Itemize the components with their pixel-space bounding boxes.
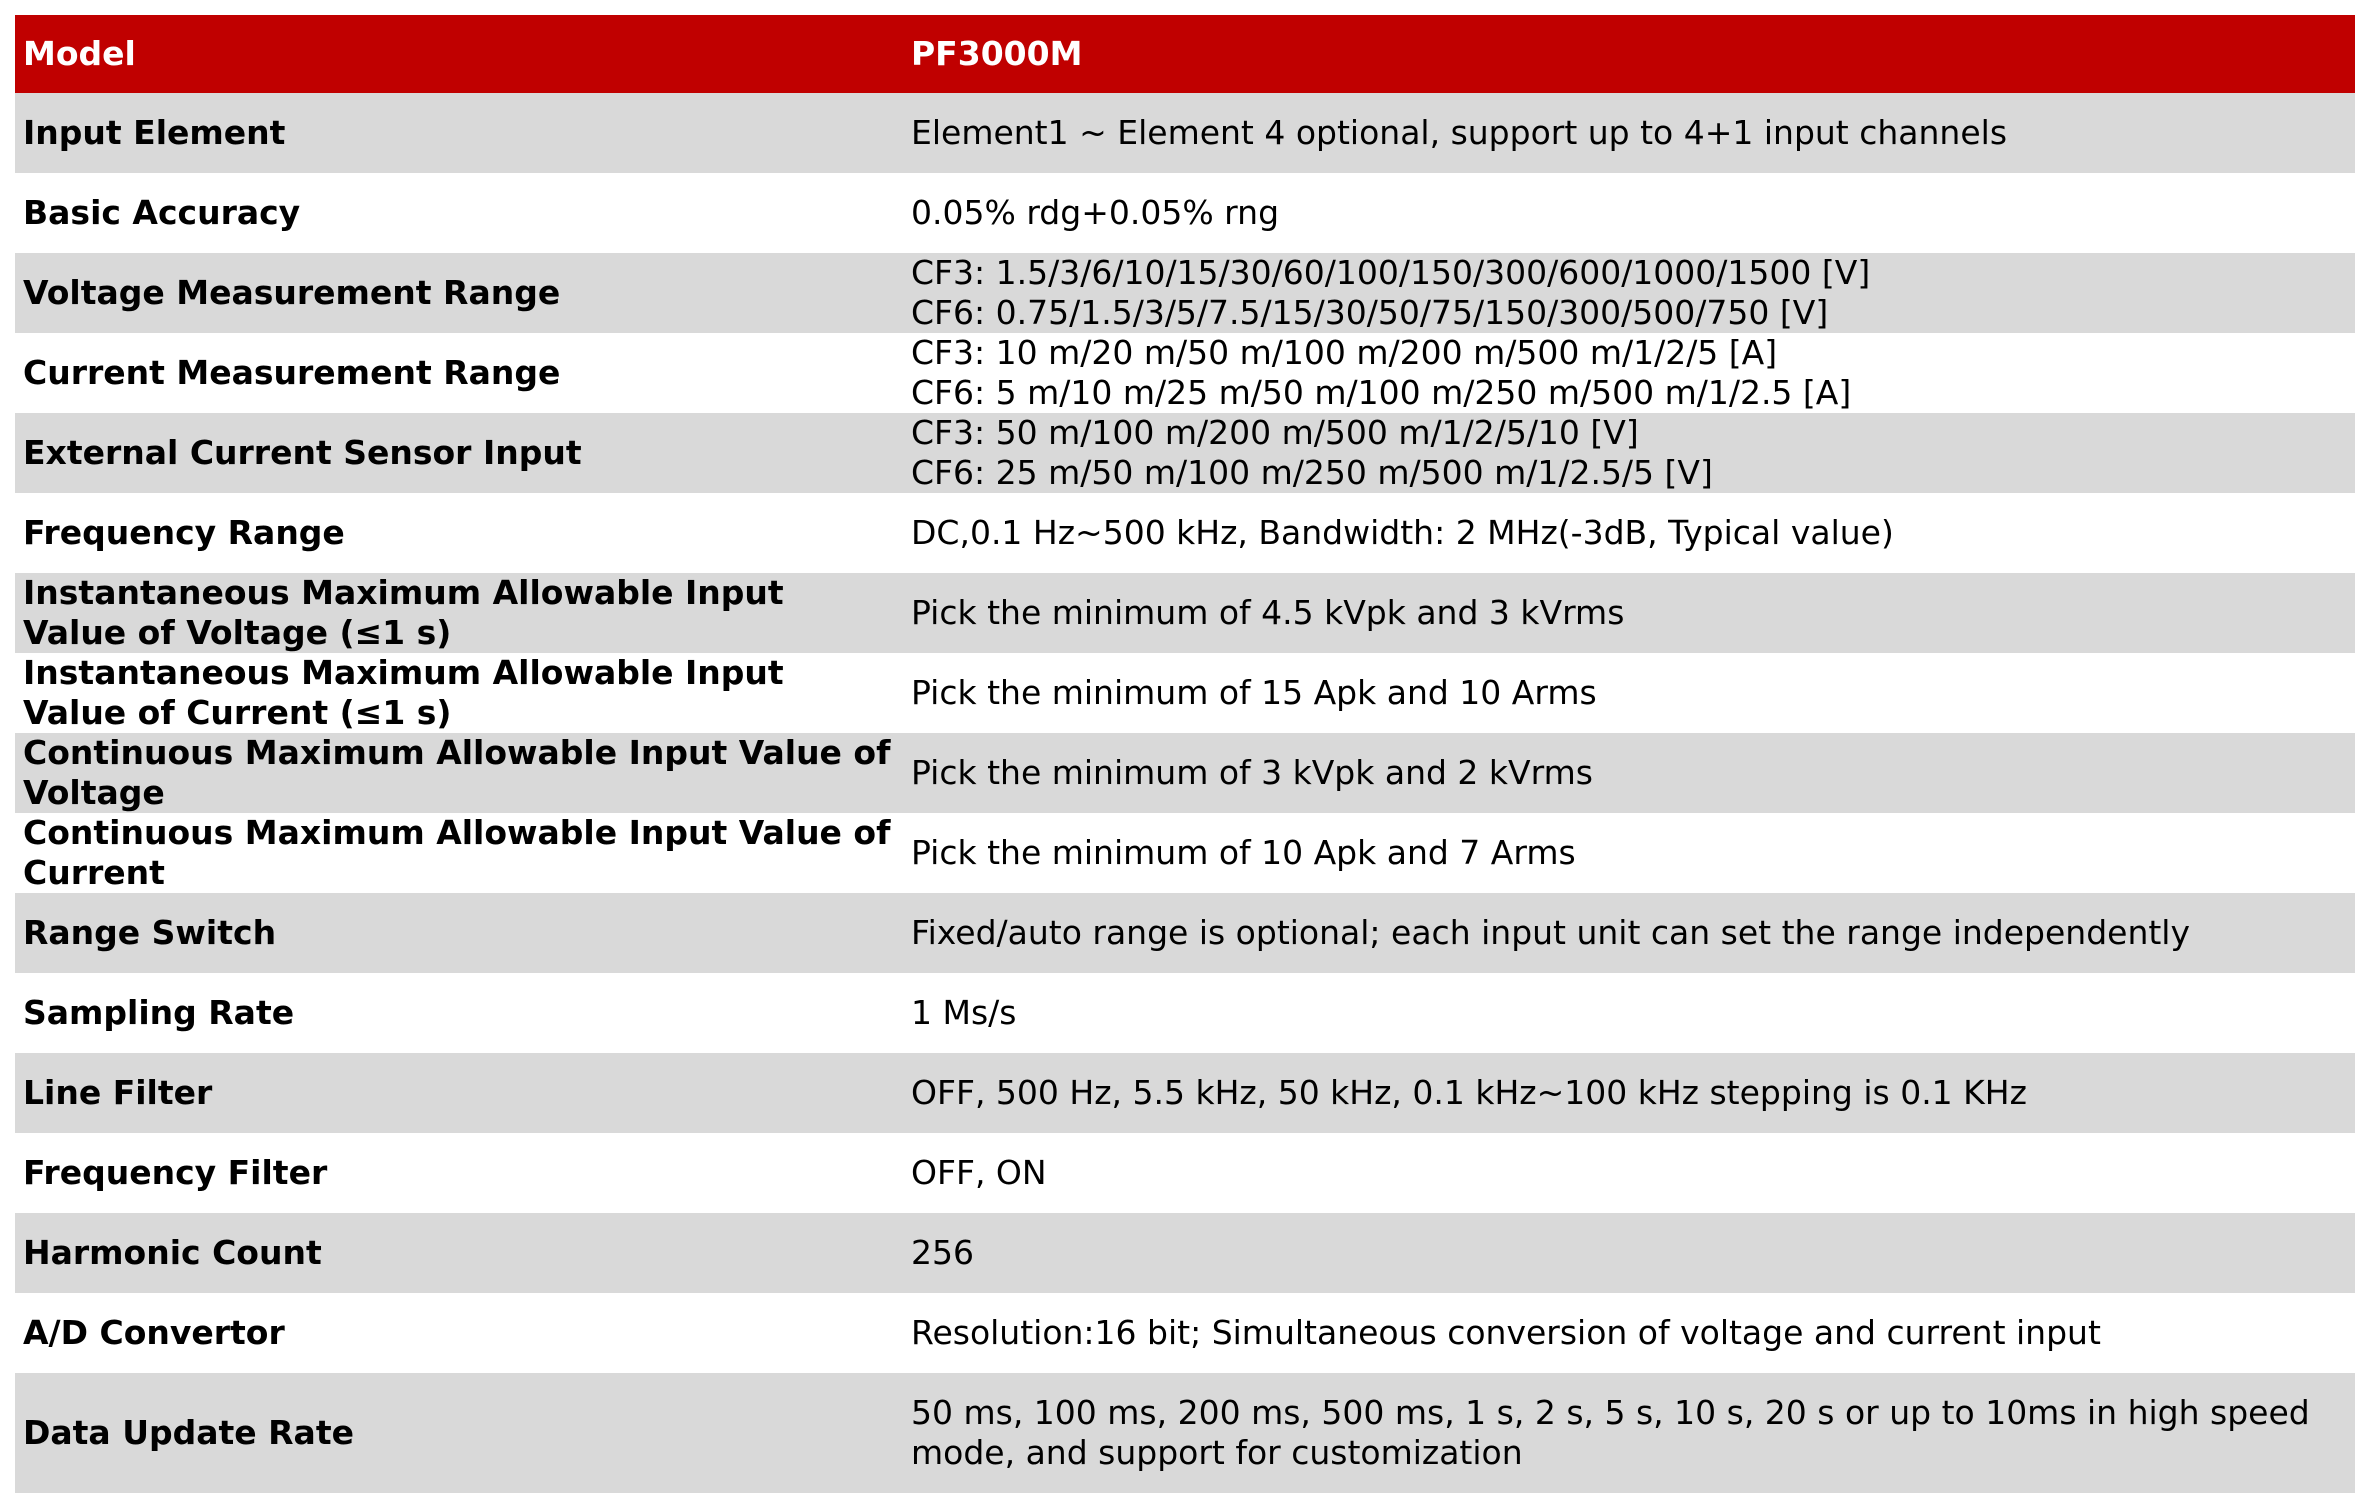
spec-row bbox=[15, 1293, 2355, 1373]
spec-value-line: CF6: 5 m/10 m/25 m/50 m/100 m/250 m/500 m/1/2.5 [A] bbox=[911, 373, 1852, 412]
model-header-label: Model bbox=[15, 15, 903, 93]
spec-row bbox=[15, 813, 2355, 893]
spec-value-line: Fixed/auto range is optional; each input unit can set the range independently bbox=[911, 913, 2190, 952]
spec-value bbox=[903, 973, 2355, 1053]
spec-value-line: CF3: 50 m/100 m/200 m/500 m/1/2/5/10 [V] bbox=[911, 413, 1639, 452]
spec-row bbox=[15, 653, 2355, 733]
spec-value bbox=[903, 333, 2355, 413]
spec-row bbox=[15, 413, 2355, 493]
spec-value bbox=[903, 813, 2355, 893]
spec-row bbox=[15, 253, 2355, 333]
spec-value-line: 256 bbox=[911, 1233, 974, 1272]
spec-label: Voltage Measurement Range bbox=[15, 253, 903, 333]
spec-value-line: Element1 ~ Element 4 optional, support up to 4+1 input channels bbox=[911, 113, 2008, 152]
spec-row bbox=[15, 1053, 2355, 1133]
spec-row bbox=[15, 1133, 2355, 1213]
spec-row bbox=[15, 93, 2355, 173]
spec-value-line: OFF, ON bbox=[911, 1153, 1047, 1192]
spec-rows bbox=[15, 93, 2355, 1493]
spec-value bbox=[903, 493, 2355, 573]
spec-label: Harmonic Count bbox=[15, 1213, 903, 1293]
spec-value-line: Resolution:16 bit; Simultaneous conversion of voltage and current input bbox=[911, 1313, 2101, 1352]
spec-value-line: 0.05% rdg+0.05% rng bbox=[911, 193, 1280, 232]
spec-value-line: CF6: 0.75/1.5/3/5/7.5/15/30/50/75/150/300/500/750 [V] bbox=[911, 293, 1829, 332]
spec-row bbox=[15, 173, 2355, 253]
spec-value-line: Pick the minimum of 10 Apk and 7 Arms bbox=[911, 833, 1576, 872]
spec-value bbox=[903, 253, 2355, 333]
spec-row bbox=[15, 333, 2355, 413]
spec-value-line: CF3: 10 m/20 m/50 m/100 m/200 m/500 m/1/2/5 [A] bbox=[911, 333, 1778, 372]
spec-row bbox=[15, 1373, 2355, 1493]
spec-label: Frequency Range bbox=[15, 493, 903, 573]
spec-value bbox=[903, 1133, 2355, 1213]
spec-value bbox=[903, 173, 2355, 253]
spec-value bbox=[903, 1213, 2355, 1293]
spec-value-line: Pick the minimum of 4.5 kVpk and 3 kVrms bbox=[911, 593, 1625, 632]
spec-value-line: CF6: 25 m/50 m/100 m/250 m/500 m/1/2.5/5 [V] bbox=[911, 453, 1713, 492]
spec-value-line: DC,0.1 Hz~500 kHz, Bandwidth: 2 MHz(-3dB, Typical value) bbox=[911, 513, 1894, 552]
spec-label: Input Element bbox=[15, 93, 903, 173]
spec-value bbox=[903, 653, 2355, 733]
spec-value bbox=[903, 1053, 2355, 1133]
spec-value bbox=[903, 573, 2355, 653]
spec-label: Instantaneous Maximum Allowable Input Value of Voltage (≤1 s) bbox=[15, 573, 903, 653]
spec-value-line: Pick the minimum of 15 Apk and 10 Arms bbox=[911, 673, 1597, 712]
spec-value-line: 1 Ms/s bbox=[911, 993, 1017, 1032]
spec-value-line: Pick the minimum of 3 kVpk and 2 kVrms bbox=[911, 753, 1593, 792]
spec-value bbox=[903, 733, 2355, 813]
spec-label: Line Filter bbox=[15, 1053, 903, 1133]
spec-value bbox=[903, 93, 2355, 173]
spec-label: Frequency Filter bbox=[15, 1133, 903, 1213]
spec-value bbox=[903, 893, 2355, 973]
spec-row bbox=[15, 733, 2355, 813]
spec-label: Current Measurement Range bbox=[15, 333, 903, 413]
spec-value-line: 50 ms, 100 ms, 200 ms, 500 ms, 1 s, 2 s, 5 s, 10 s, 20 s or up to 10ms in high speed mode, and support for customization bbox=[911, 1393, 2310, 1472]
spec-label: External Current Sensor Input bbox=[15, 413, 903, 493]
spec-value-line: OFF, 500 Hz, 5.5 kHz, 50 kHz, 0.1 kHz~100 kHz stepping is 0.1 KHz bbox=[911, 1073, 2027, 1112]
spec-label: Range Switch bbox=[15, 893, 903, 973]
spec-row bbox=[15, 1213, 2355, 1293]
spec-label: Continuous Maximum Allowable Input Value of Voltage bbox=[15, 733, 903, 813]
spec-label: Data Update Rate bbox=[15, 1373, 903, 1493]
spec-table bbox=[15, 15, 2355, 1493]
spec-row bbox=[15, 493, 2355, 573]
model-header-value: PF3000M bbox=[903, 15, 2355, 93]
spec-label: Instantaneous Maximum Allowable Input Value of Current (≤1 s) bbox=[15, 653, 903, 733]
spec-row bbox=[15, 893, 2355, 973]
spec-value bbox=[903, 1373, 2355, 1493]
spec-label: Basic Accuracy bbox=[15, 173, 903, 253]
spec-value bbox=[903, 1293, 2355, 1373]
spec-value bbox=[903, 413, 2355, 493]
spec-label: Continuous Maximum Allowable Input Value of Current bbox=[15, 813, 903, 893]
spec-label: A/D Convertor bbox=[15, 1293, 903, 1373]
spec-row bbox=[15, 973, 2355, 1053]
spec-value-line: CF3: 1.5/3/6/10/15/30/60/100/150/300/600/1000/1500 [V] bbox=[911, 253, 1871, 292]
spec-label: Sampling Rate bbox=[15, 973, 903, 1053]
header-row bbox=[15, 15, 2355, 93]
spec-row bbox=[15, 573, 2355, 653]
